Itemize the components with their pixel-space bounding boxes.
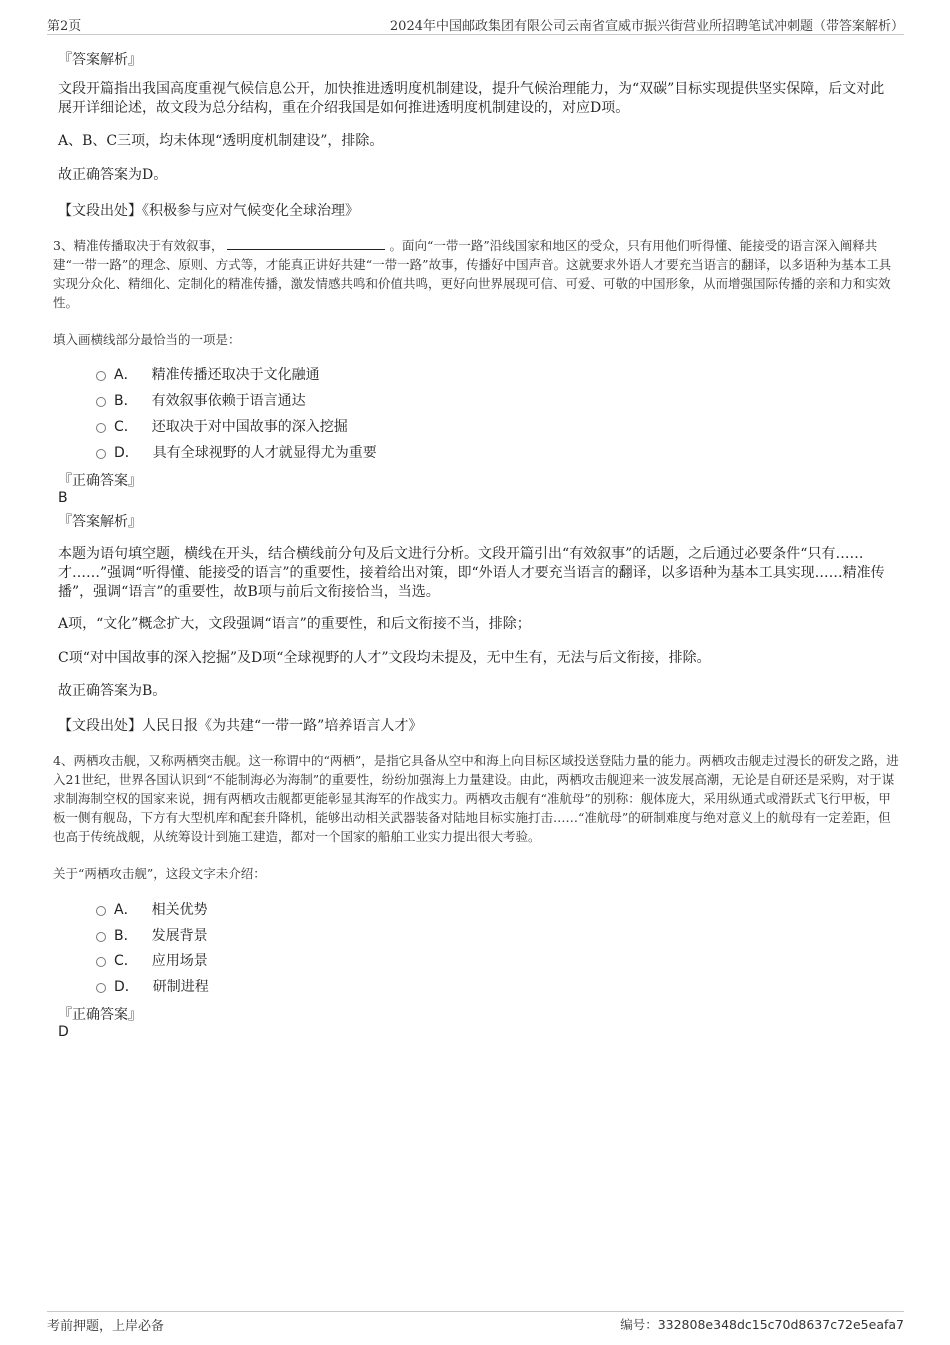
radio-icon[interactable] <box>96 423 106 433</box>
correct-answer-label: 『正确答案』 <box>58 473 142 489</box>
fill-blank <box>227 238 385 250</box>
question-4-stem: 4、两栖攻击舰，又称两栖突击舰。这一称谓中的“两栖”，是指它具备从空中和海上向目标区域投送登陆力量的能力。两栖攻击舰走过漫长的研发之路，进入21世纪，世界各国认识到“不能制海必为海制”的重要性，纷纷加强海上力量建设。由此，两栖攻击舰迎来一波发展高潮，无论是自研还是采购，对于谋求制海制空权的国家来说，拥有两栖攻击舰都更能彰显其海军的作战实力。两栖攻击舰有“准航母”的别称：舰体庞大，采用纵通式或滑跃式飞行甲板，甲板一侧有舰岛，下方有大型机库和配套升降机，能够出动相关武器装备对陆地目标实施打击……“准航母”的研制难度与绝对意义上的航母有一定差距，但也高于传统战舰，从统筹设计到施工建造，都对一个国家的船舶工业实力提出很大考验。 <box>53 753 899 844</box>
radio-icon[interactable] <box>96 371 106 381</box>
question-3-option-a[interactable]: A． 精准传播还取决于文化融通 <box>96 364 320 384</box>
correct-answer: B <box>58 490 68 506</box>
analysis-paragraph: C项“对中国故事的深入挖掘”及D项“全球视野的人才”文段均未提及，无中生有，无法与后文衔接，排除。 <box>58 650 711 666</box>
source-citation: 【文段出处】人民日报《为共建“一带一路”培养语言人才》 <box>58 718 423 734</box>
analysis-paragraph: A项，“文化”概念扩大，文段强调“语言”的重要性，和后文衔接不当，排除； <box>58 616 531 632</box>
analysis-label: 『答案解析』 <box>58 52 142 68</box>
radio-icon[interactable] <box>96 397 106 407</box>
document-id: 编号：332808e348dc15c70d8637c72e5eafa7 <box>620 1317 904 1332</box>
radio-icon[interactable] <box>96 983 106 993</box>
analysis-paragraph: A、B、C三项，均未体现“透明度机制建设”，排除。 <box>58 133 384 149</box>
radio-icon[interactable] <box>96 957 106 967</box>
radio-icon[interactable] <box>96 932 106 942</box>
footer-slogan: 考前押题，上岸必备 <box>47 1319 165 1334</box>
source-citation: 【文段出处】《积极参与应对气候变化全球治理》 <box>58 203 359 219</box>
question-4-prompt: 关于“两栖攻击舰”，这段文字未介绍： <box>53 866 266 881</box>
question-4-option-d[interactable]: D． 研制进程 <box>96 976 209 996</box>
analysis-paragraph: 故正确答案为D。 <box>58 167 168 183</box>
question-3-option-c[interactable]: C． 还取决于对中国故事的深入挖掘 <box>96 416 348 436</box>
page-header <box>47 14 904 35</box>
question-4-option-b[interactable]: B． 发展背景 <box>96 925 208 945</box>
document-title: 2024年中国邮政集团有限公司云南省宣威市振兴街营业所招聘笔试冲刺题（带答案解析） <box>389 19 904 34</box>
correct-answer: D <box>58 1024 69 1040</box>
question-3-option-b[interactable]: B． 有效叙事依赖于语言通达 <box>96 390 306 410</box>
page-footer <box>47 1311 904 1334</box>
correct-answer-label: 『正确答案』 <box>58 1007 142 1023</box>
radio-icon[interactable] <box>96 449 106 459</box>
page-number: 第2页 <box>47 19 82 34</box>
question-4-option-c[interactable]: C． 应用场景 <box>96 950 208 970</box>
question-3-stem: 3、精准传播取决于有效叙事， 。面向“一带一路”沿线国家和地区的受众，只有用他们听得懂、能接受的语言深入阐释共建“一带一路”的理念、原则、方式等，才能真正讲好共建“一带一路”故事，传播好中国声音。这就要求外语人才要充当语言的翻译，以多语种为基本工具实现分众化、精细化、定制化的精准传播，激发情感共鸣和价值共鸣，更好向世界展现可信、可爱、可敬的中国形象，从而增强国际传播的亲和力和实效性。 <box>53 238 892 310</box>
question-3-prompt: 填入画横线部分最恰当的一项是： <box>53 332 241 347</box>
analysis-paragraph: 本题为语句填空题，横线在开头，结合横线前分句及后文进行分析。文段开篇引出“有效叙事”的话题，之后通过必要条件“只有……才……”强调“听得懂、能接受的语言”的重要性，接着给出对策，即“外语人才要充当语言的翻译，以多语种为基本工具实现……精准传播”，强调“语言”的重要性，故B项与前后文衔接恰当，当选。 <box>58 546 885 600</box>
analysis-label: 『答案解析』 <box>58 514 142 530</box>
analysis-paragraph: 故正确答案为B。 <box>58 683 167 699</box>
question-4-option-a[interactable]: A． 相关优势 <box>96 899 208 919</box>
question-3-option-d[interactable]: D． 具有全球视野的人才就显得尤为重要 <box>96 442 377 462</box>
analysis-paragraph: 文段开篇指出我国高度重视气候信息公开，加快推进透明度机制建设，提升气候治理能力，为“双碳”目标实现提供坚实保障，后文对此展开详细论述，故文段为总分结构，重在介绍我国是如何推进透明度机制建设的，对应D项。 <box>58 81 885 116</box>
radio-icon[interactable] <box>96 906 106 916</box>
